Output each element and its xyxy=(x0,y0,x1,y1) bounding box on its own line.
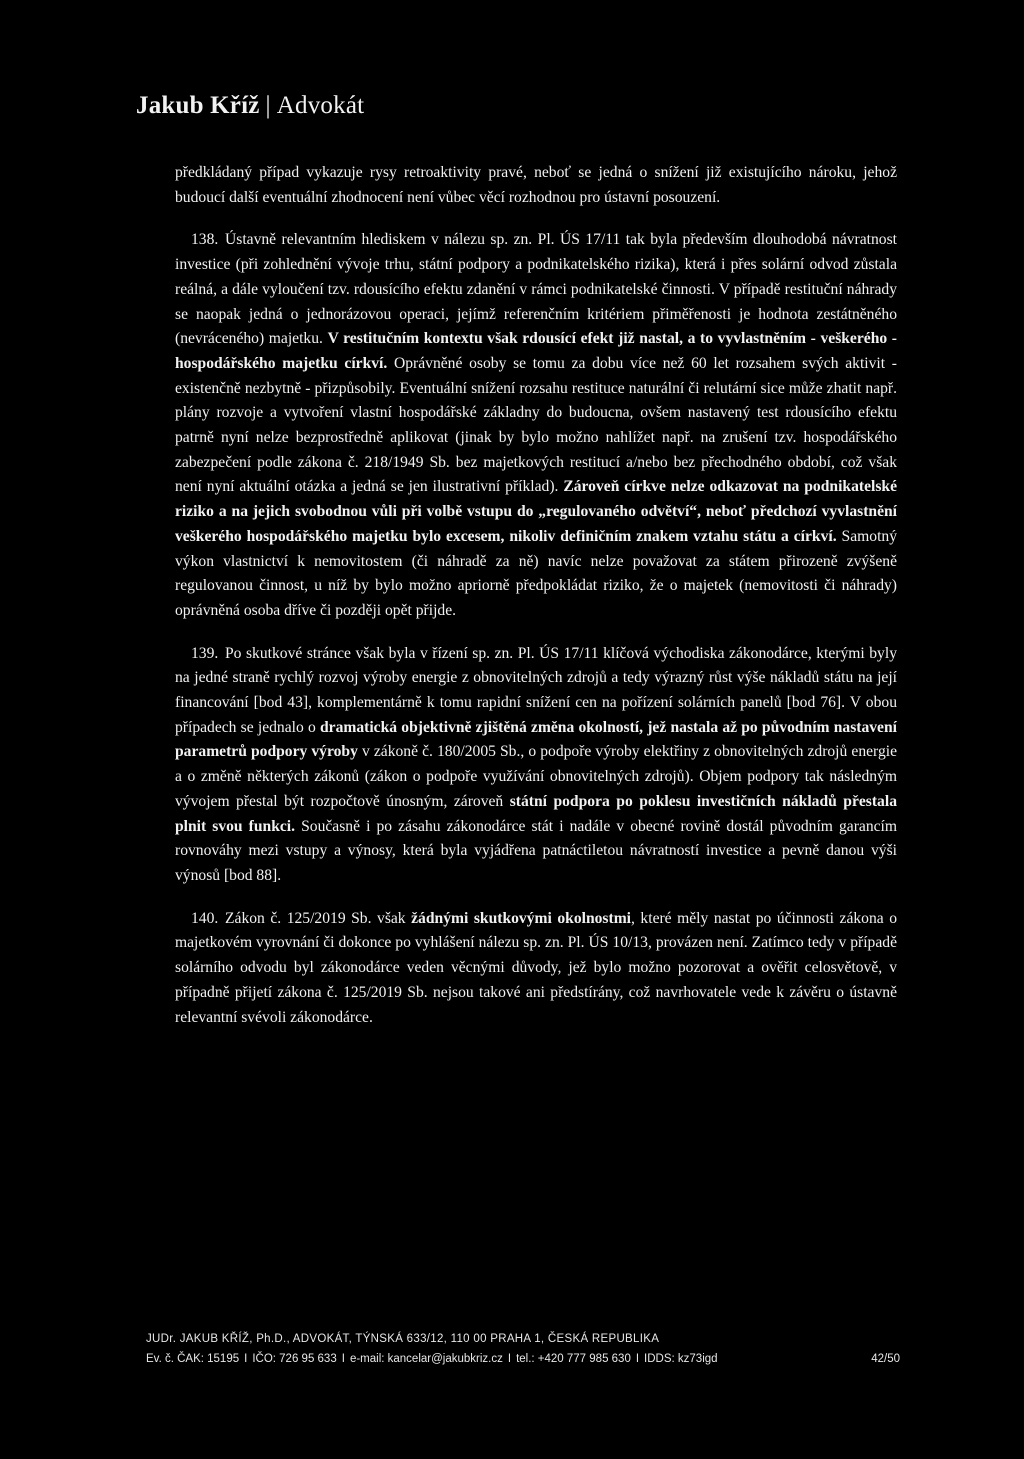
bold-text-segment: žádnými skutkovými okolnostmi xyxy=(411,909,632,927)
text-segment: Samotný výkon vlastnictví k nemovitostem (či náhradě za ně) navíc nelze považovat za státem přirozeně zvýšeně regulovanou činnost, u níž by bylo možno apriorně předpokládat riziko, že o majetek (nemovitosti či náhrady) oprávněná osoba dříve či později opět přijde. xyxy=(175,527,897,619)
page-footer xyxy=(146,1333,900,1365)
text-segment: , které měly nastat po účinnosti zákona o majetkovém vyrovnání či dokonce po vyhlášení nálezu sp. zn. Pl. ÚS 10/13, provázen není. Zatímco tedy v případě solárního odvodu byl zákonodárce veden věcnými důvody, jež bylo možno pozorovat a ověřit celosvětově, v případně přijetí zákona č. 125/2019 Sb. nejsou takové ani předstírány, což navrhovatele vede k závěru o ústavně relevantní svévoli zákonodárce. xyxy=(175,909,898,1026)
text-segment: předkládaný případ vykazuje rysy retroaktivity pravé, neboť se jedná o snížení již existujícího nároku, jehož budoucí další eventuální zhodnocení není vůbec věcí rozhodnou pro ústavní posouzení. xyxy=(175,164,897,206)
footer-contact-details xyxy=(146,1353,718,1365)
header-separator: | xyxy=(265,92,271,119)
footer-ev-number: Ev. č. ČAK: 15195 xyxy=(146,1353,240,1365)
footer-separator: I xyxy=(244,1353,248,1365)
page-number: 42/50 xyxy=(871,1353,900,1365)
numbered-paragraph xyxy=(175,228,897,623)
footer-separator: I xyxy=(635,1353,640,1365)
text-segment: Oprávněné osoby se tomu za dobu více než 60 let rozsahem svých aktivit - existenčně nezbytně - přizpůsobily. Eventuální snížení rozsahu restituce naturální či relutární sice může zhatit např. plány rozvoje a vytvoření vlastní hospodářské základny do budoucna, ovšem nastavený test rdousícího efektu patrně nyní nelze bezprostředně aplikovat (jinak by bylo možno nahlížet např. na zrušení tzv. hospodářského zabezpečení podle zákona č. 218/1949 Sb. bez majetkových restitucí a/nebo bez přechodného období, což však není nyní aktuální otázka a jedná se jen ilustrativní příklad). xyxy=(175,354,897,496)
footer-separator: I xyxy=(341,1353,345,1365)
paragraph-number: 138. xyxy=(191,231,219,249)
bold-text-segment: Zároveň církve nelze odkazovat na podnikatelské riziko a na jejich svobodnou vůli při volbě vstupu do „regulovaného odvětví“, neboť předchozí vyvlastnění veškerého hospodářského majetku bylo excesem, nikoliv definičním znakem vztahu státu a církví. xyxy=(175,478,897,545)
footer-separator: I xyxy=(507,1353,512,1365)
footer-address: JUDr. JAKUB KŘÍŽ, Ph.D., ADVOKÁT, TÝNSKÁ 633/12, 110 00 PRAHA 1, ČESKÁ REPUBLIKA xyxy=(146,1333,660,1345)
author-name: Jakub Kříž xyxy=(136,92,260,119)
text-segment: Zákon č. 125/2019 Sb. však xyxy=(225,909,412,927)
numbered-paragraph xyxy=(175,642,897,889)
bold-text-segment: státní podpora po poklesu investičních nákladů přestala plnit svou funkci. xyxy=(175,792,897,835)
paragraph xyxy=(175,161,897,210)
footer-email[interactable]: e-mail: kancelar@jakubkriz.cz xyxy=(349,1353,503,1365)
footer-phone[interactable]: tel.: +420 777 985 630 xyxy=(516,1353,631,1365)
text-segment: Současně i po zásahu zákonodárce stát i nadále v obecné rovině dostál původním garancím rovnováhy mezi vstupy a výnosy, která byla vyjádřena patnáctiletou návratností investice a pevně danou výši výnosů [bod 88]. xyxy=(175,817,898,884)
bold-text-segment: dramatická objektivně zjištěná změna okolností, jež nastala až po původním nastavení parametrů podpory výroby xyxy=(175,718,897,761)
document-body xyxy=(175,161,897,1030)
page-header xyxy=(136,92,364,120)
text-segment: v zákoně č. 180/2005 Sb., o podpoře výroby elektřiny z obnovitelných zdrojů energie a o změně některých zákonů (zákon o podpoře využívání obnovitelných zdrojů). Objem podpory tak následným vývojem přestal být rozpočtově únosným, zároveň xyxy=(175,743,897,810)
numbered-paragraph xyxy=(175,907,897,1031)
paragraph-number: 139. xyxy=(191,644,219,662)
text-segment: Po skutkové stránce však byla v řízení sp. zn. Pl. ÚS 17/11 klíčová východiska zákonodárce, kterými byly na jedné straně rychlý rozvoj výroby energie z obnovitelných zdrojů a tedy výrazný růst výše nákladů státu na její financování [bod 43], komplementárně k tomu rapidní snížení cen na pořízení solárních panelů [bod 76]. V obou případech se jednalo o xyxy=(175,644,897,736)
footer-idds: IDDS: kz73igd xyxy=(644,1353,718,1365)
author-role: Advokát xyxy=(276,92,365,119)
footer-ico: IČO: 726 95 633 xyxy=(252,1353,337,1365)
bold-text-segment: V restitučním kontextu však rdousící efekt již nastal, a to vyvlastněním - veškerého - hospodářského majetku církví. xyxy=(175,330,897,372)
footer-contact-line xyxy=(146,1353,900,1365)
paragraph-number: 140. xyxy=(191,909,219,927)
text-segment: Ústavně relevantním hlediskem v nálezu sp. zn. Pl. ÚS 17/11 tak byla především dlouhodobá návratnost investice (při zohlednění vývoje trhu, státní podpory a podnikatelského rizika), která i přes solární odvod zůstala reálná, a dále vyloučení tzv. rdousícího efektu zdanění v rámci podnikatelské činnosti. V případě restituční náhrady se naopak jedná o jednorázovou operaci, jejímž referenčním kritériem přiměřenosti je hodnota zestátněného (nevráceného) majetku. xyxy=(175,231,897,348)
